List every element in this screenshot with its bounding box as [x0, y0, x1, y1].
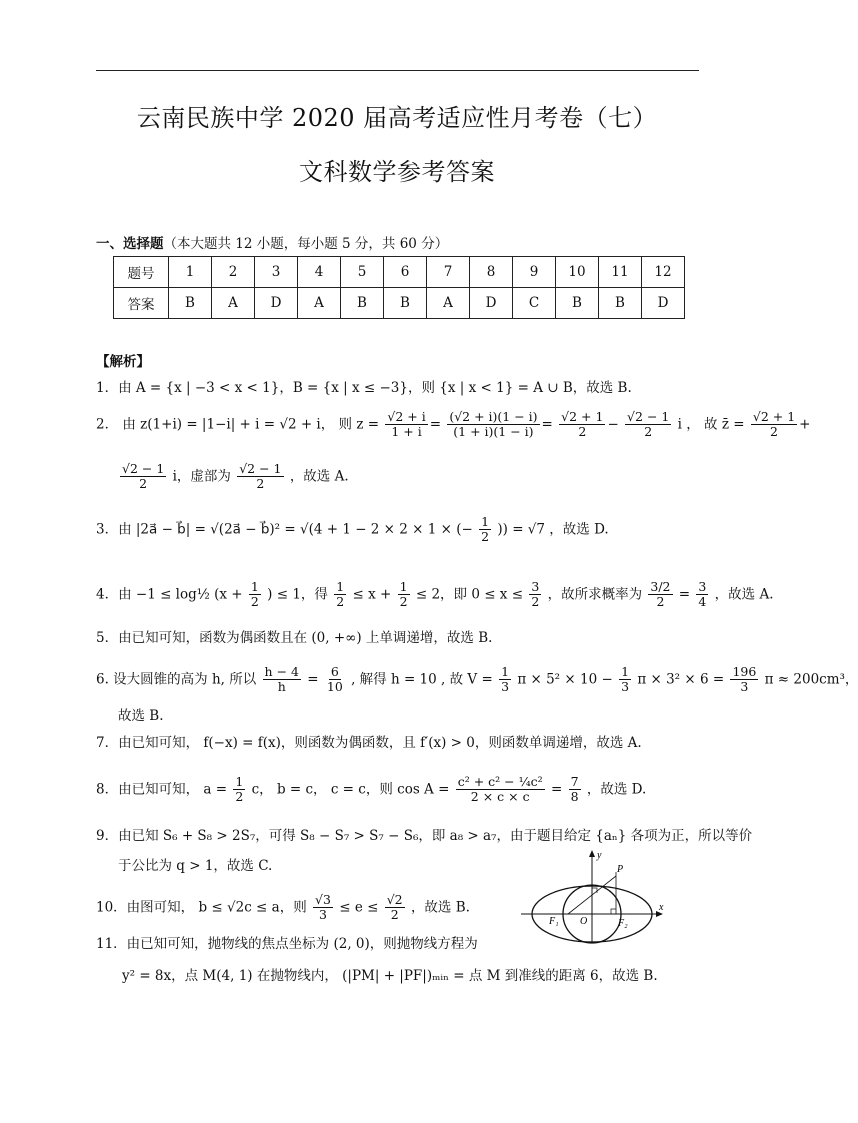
denominator: 4: [698, 594, 707, 610]
solution-2: 2． 由 z(1+i) = |1−i| + i = √2 + i， 则 z = $\frac{√2 + i}{1 + i}$ = $\frac{(√2 + i)(1 - i)}{(1 + i)(1 - i)}$ = $\frac{√2 + 1}{2}$ − $\frac{√2 - 1}{2}$ i ， 故 z̄ = $\frac{√2 + 1}{2}$ +: [96, 409, 811, 440]
denominator: 2: [139, 476, 148, 492]
numerator: 1: [250, 579, 259, 594]
solution-11-continued: y² = 8x，点 M(4, 1) 在抛物线内， (|PM| + |PF|)ₘᵢₙ = 点 M 到准线的距离 6，故选 B.: [122, 968, 658, 984]
answer-table-answer-row: [114, 288, 685, 319]
denominator: 2: [644, 424, 653, 440]
fraction: [313, 893, 333, 923]
q-number: 5: [341, 257, 384, 288]
label-y: y: [597, 850, 602, 861]
q-number: 2: [212, 257, 255, 288]
sol4-mid3: ≤ 2，即 0 ≤ x ≤: [415, 586, 524, 603]
numerator: 1: [501, 664, 510, 679]
q-number: 11: [599, 257, 642, 288]
sol4-mid1: ) ≤ 1，得: [267, 586, 328, 603]
denominator: 2: [256, 476, 265, 492]
denominator: 2 × c × c: [470, 789, 530, 805]
numerator: √2 + 1: [561, 409, 604, 424]
denominator: 2: [531, 594, 540, 610]
numerator: 3/2: [650, 579, 671, 594]
numerator: 1: [235, 774, 244, 789]
analysis-heading: 【解析】: [96, 354, 150, 370]
solution-8: [96, 775, 646, 805]
solution-2-continued: [118, 462, 349, 492]
top-rule: [96, 70, 699, 71]
fraction: [479, 515, 491, 545]
denominator: 2: [770, 424, 778, 440]
fraction: [249, 580, 261, 610]
denominator: 3: [318, 907, 327, 923]
solution-4: [96, 580, 774, 610]
solution-11: 11．由已知可知，抛物线的焦点坐标为 (2, 0)，则抛物线方程为: [96, 936, 478, 952]
section-heading-rest: （本大题共 12 小题，每小题 5 分，共 60 分）: [163, 236, 449, 252]
fraction: [625, 410, 671, 440]
sol6-lead: 6. 设大圆锥的高为 h, 所以: [96, 671, 257, 688]
q-answer: A: [427, 288, 470, 319]
fraction: [648, 580, 672, 610]
label-F2: F₂: [618, 918, 628, 929]
fraction: [263, 665, 301, 695]
q-answer: B: [169, 288, 212, 319]
fraction: [499, 665, 511, 695]
section-heading-bold: 一、选择题: [96, 236, 164, 252]
denominator: 2: [399, 594, 408, 610]
sol2-lead: 2． 由 z(1+i) = |1−i| + i = √2 + i， 则 z =: [96, 416, 380, 433]
solution-9-continued: 于公比为 q > 1，故选 C.: [118, 858, 273, 874]
denominator: 8: [570, 789, 579, 805]
denominator: 1 + i: [391, 424, 422, 440]
sol8-eq: =: [551, 781, 563, 798]
q-answer: B: [599, 288, 642, 319]
fraction: [325, 665, 345, 695]
fraction: [237, 462, 283, 492]
sol6-eq: =: [307, 671, 319, 688]
fraction: [529, 580, 541, 610]
q-answer: A: [212, 288, 255, 319]
sol10-end: ，故选 B.: [410, 899, 470, 916]
sol3-end: )) = √7 ，故选 D.: [497, 521, 609, 538]
solution-6-continued: 故选 B.: [118, 708, 164, 724]
fraction: [559, 410, 605, 440]
row-label-answer: 答案: [114, 288, 169, 319]
numerator: 7: [570, 774, 579, 789]
numerator: 6: [330, 664, 339, 679]
sol8-end: ，故选 D.: [586, 781, 647, 798]
fraction: [730, 665, 758, 695]
q-number: 7: [427, 257, 470, 288]
denominator: 10: [326, 679, 343, 695]
sol4-end: ，故选 A.: [714, 586, 774, 603]
solution-6: [96, 665, 858, 695]
denominator: 2: [656, 594, 665, 610]
q-answer: B: [341, 288, 384, 319]
sol10-lead: 10．由图可知， b ≤ √2c ≤ a，则: [96, 899, 307, 916]
q-number: 12: [642, 257, 685, 288]
fraction: [456, 775, 545, 805]
ellipse-circle-figure: [517, 848, 675, 944]
numerator: 3: [698, 579, 707, 594]
solution-5: 5．由已知可知，函数为偶函数且在 (0, +∞) 上单调递增，故选 B.: [96, 630, 493, 646]
q-number: 3: [255, 257, 298, 288]
denominator: 3: [501, 679, 510, 695]
label-O: O: [580, 916, 588, 927]
sol2-cont-end: ，故选 A.: [289, 468, 349, 485]
numerator: 1: [336, 579, 345, 594]
denominator: 2: [481, 529, 490, 545]
numerator: √2: [386, 892, 403, 907]
q-answer: D: [470, 288, 513, 319]
numerator: √2 − 1: [122, 461, 165, 476]
numerator: 3: [531, 579, 540, 594]
numerator: √2 + 1: [752, 409, 796, 424]
q-answer: C: [513, 288, 556, 319]
solution-7: 7．由已知可知， f(−x) = f(x)，则函数为偶函数，且 f′(x) > 0，则函数单调递增，故选 A.: [96, 735, 642, 751]
q-number: 10: [556, 257, 599, 288]
fraction: [385, 893, 405, 923]
sol4-mid2: ≤ x +: [352, 586, 392, 603]
fraction: [398, 580, 410, 610]
fraction: [385, 410, 427, 440]
q-number: 4: [298, 257, 341, 288]
sol8-lead: 8．由已知可知， a =: [96, 781, 228, 798]
denominator: 2: [390, 907, 399, 923]
q-number: 8: [470, 257, 513, 288]
label-F1: F₁: [549, 916, 559, 927]
section-heading: [96, 232, 448, 252]
numerator: h − 4: [264, 664, 299, 679]
right-angle-mark: [611, 909, 616, 914]
row-label-number: 题号: [114, 257, 169, 288]
q-answer: B: [556, 288, 599, 319]
solution-1: 1．由 A = {x | −3 < x < 1}，B = {x | x ≤ −3}，则 {x | x < 1} = A ∪ B，故选 B.: [96, 380, 632, 396]
exam-title: 云南民族中学 2020 届高考适应性月考卷（七）: [136, 104, 658, 132]
numerator: 1: [621, 664, 630, 679]
fraction: [233, 775, 245, 805]
numerator: √2 − 1: [239, 461, 282, 476]
numerator: √3: [315, 892, 331, 907]
sol4-mid4: ，故所求概率为: [547, 586, 643, 603]
q-number: 6: [384, 257, 427, 288]
fraction: [334, 580, 346, 610]
sol4-eq: =: [678, 586, 691, 603]
sol3-lead: 3．由 |2a⃗ − b⃗| = √(2a⃗ − b⃗)² = √(4 + 1 − 2 × 2 × 1 × (−: [96, 521, 473, 538]
numerator: c² + c² − ¼c²: [457, 774, 543, 789]
sol6-mid: , 解得 h = 10 , 故 V =: [351, 671, 493, 688]
answer-table-number-row: [114, 257, 685, 288]
fraction: [751, 410, 797, 440]
numerator: 196: [732, 664, 757, 679]
fraction: [696, 580, 708, 610]
fraction: [447, 410, 539, 440]
exam-subtitle: 文科数学参考答案: [299, 158, 495, 186]
solution-9: 9．由已知 S₆ + S₈ > 2S₇，可得 S₈ − S₇ > S₇ − S₆，即 a₈ > a₇，由于题目给定 {aₙ} 各项为正，所以等价: [96, 828, 753, 844]
fraction: [569, 775, 581, 805]
fraction: [120, 462, 166, 492]
numerator: √2 − 1: [627, 409, 670, 424]
sol4-lead: 4．由 −1 ≤ log½ (x +: [96, 586, 243, 603]
sol6-mid3: π × 3² × 6 =: [637, 671, 725, 688]
numerator: 1: [399, 579, 408, 594]
denominator: 2: [250, 594, 259, 610]
q-answer: D: [642, 288, 685, 319]
denominator: 2: [578, 424, 587, 440]
q-answer: B: [384, 288, 427, 319]
sol2-tail: i ， 故 z̄ =: [677, 416, 745, 433]
denominator: h: [277, 679, 286, 695]
y-axis-arrow: [589, 850, 595, 857]
solution-3: [96, 515, 609, 545]
denominator: 2: [336, 594, 345, 610]
answer-table: [113, 256, 685, 319]
solution-10: [96, 893, 470, 923]
sol6-mid2: π × 5² × 10 −: [517, 671, 613, 688]
sol2-cont-mid: i，虚部为: [172, 468, 231, 485]
sol8-mid: c， b = c， c = c，则 cos A =: [251, 781, 450, 798]
right-angle-mark-top: [592, 888, 597, 893]
q-answer: A: [298, 288, 341, 319]
numerator: √2 + i: [387, 409, 426, 424]
label-P: P: [617, 864, 624, 875]
fraction: [619, 665, 631, 695]
sol6-end: π ≈ 200cm³，: [764, 671, 858, 688]
label-x: x: [659, 902, 664, 913]
q-number: 1: [169, 257, 212, 288]
q-answer: D: [255, 288, 298, 319]
sol10-mid: ≤ e ≤: [339, 899, 379, 916]
denominator: 3: [621, 679, 630, 695]
numerator: 1: [481, 514, 490, 529]
denominator: (1 + i)(1 − i): [453, 424, 534, 440]
q-number: 9: [513, 257, 556, 288]
denominator: 3: [740, 679, 749, 695]
numerator: (√2 + i)(1 − i): [449, 409, 538, 424]
denominator: 2: [235, 789, 244, 805]
